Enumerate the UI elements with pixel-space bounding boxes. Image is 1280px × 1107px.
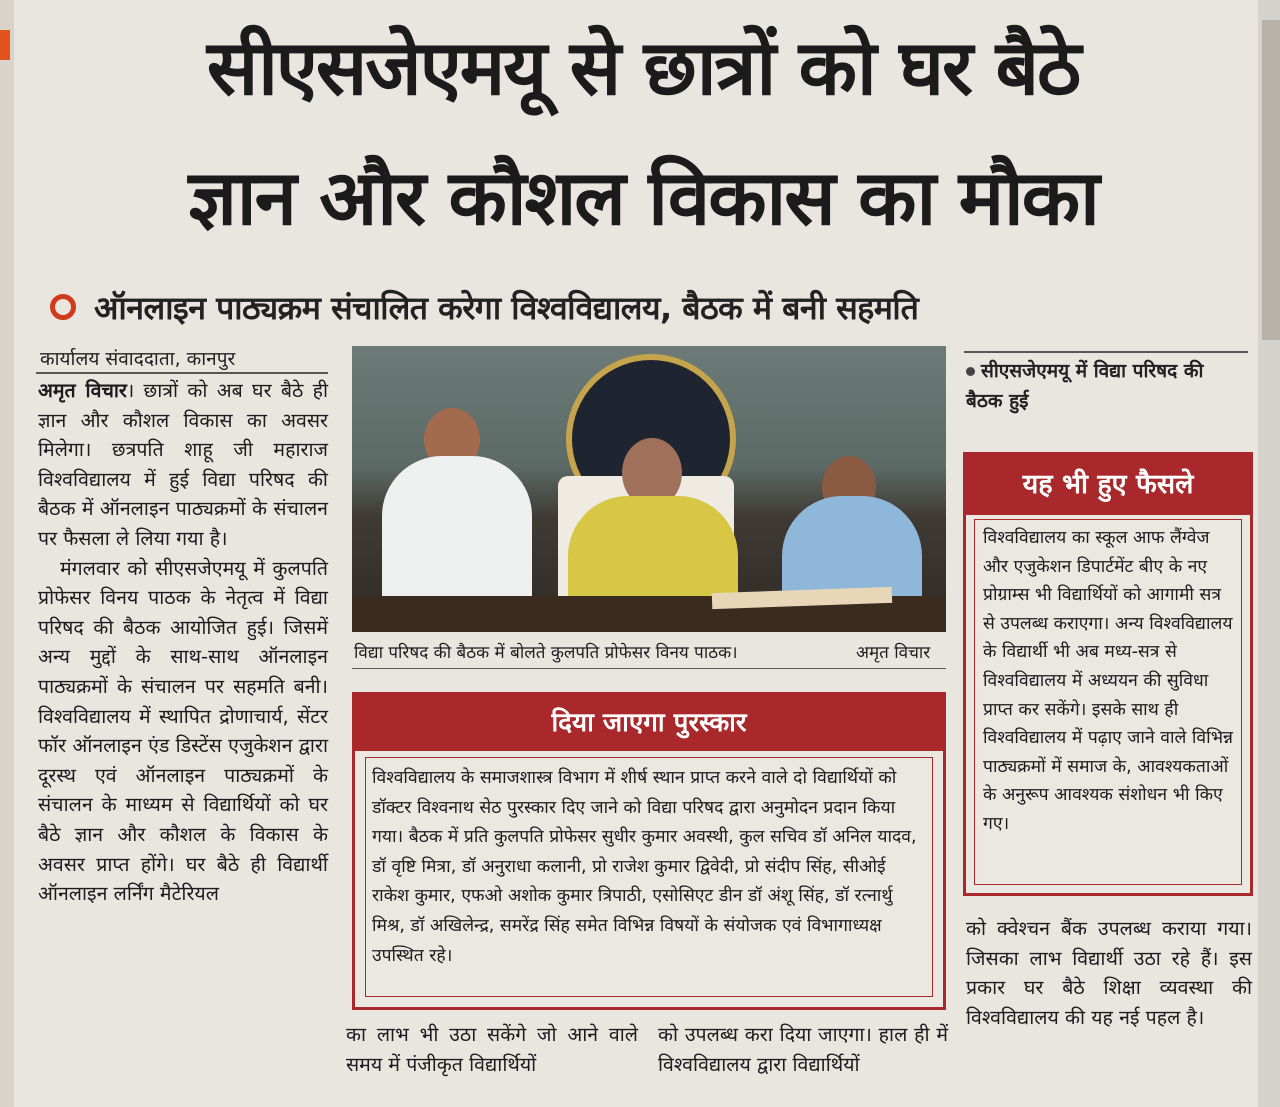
paragraph-1-text: । छात्रों को अब घर बैठे ही ज्ञान और कौशल विकास का अवसर मिलेगा। छत्रपति शाहू जी महाराज विश्वविद्यालय में हुई विद्या परिषद की बैठक में ऑनलाइन पाठ्यक्रमों के संचालन पर फैसला ले लिया गया है। [38,379,329,550]
subheadline-text: ऑनलाइन पाठ्यक्रम संचालित करेगा विश्वविद्यालय, बैठक में बनी सहमति [94,288,919,327]
article-column-1 [38,376,328,909]
article-column-2-bottom: का लाभ भी उठा सकेंगे जो आने वाले समय में पंजीकृत विद्यार्थियों [346,1023,638,1076]
byline-rule [36,372,328,374]
adjacent-photo-strip [1262,20,1280,340]
pull-quote-rule [964,351,1248,353]
ring-bullet-icon [50,294,76,320]
decisions-box-title: यह भी हुए फैसले [966,455,1250,515]
edge-marker [0,30,10,60]
left-page-edge [0,0,14,1107]
caption-rule [352,668,946,669]
headline-line-2: ज्ञान और कौशल विकास का मौका [188,153,1098,242]
meeting-photo [352,346,946,632]
award-box [352,692,946,1010]
article-column-4-bottom: को क्वेश्चन बैंक उपलब्ध कराया गया। जिसका लाभ विद्यार्थी उठा रहे हैं। इस प्रकार घर बैठे शिक्षा व्यवस्था की विश्वविद्यालय की यह नई पहल है। [966,917,1252,1029]
paragraph-1 [38,376,328,554]
decisions-box-body: विश्वविद्यालय का स्कूल आफ लैंग्वेज और एजुकेशन डिपार्टमेंट बीए के नए प्रोग्राम्स भी विद्यार्थियों को आगामी सत्र से उपलब्ध कराएगा। अन्य विश्वविद्यालय के विद्यार्थी भी अब मध्य-सत्र से विश्वविद्यालय में अध्ययन की सुविधा प्राप्त कर सकेंगे। इसके साथ ही विश्वविद्यालय में पढ़ाए जाने वाले विभिन्न पाठ्यक्रमों में समाज के, आवश्यकताओं के अनुरूप आवश्यक संशोधन भी किए गए। [974,519,1242,885]
pull-quote [966,356,1246,416]
bullet-icon [966,367,975,376]
pull-quote-text: सीएसजेएमयू में विद्या परिषद की बैठक हुई [966,360,1204,412]
photo-credit: अमृत विचार [856,643,931,663]
article-column-3-bottom: को उपलब्ध करा दिया जाएगा। हाल ही में विश्वविद्यालय द्वारा विद्यार्थियों [658,1023,948,1076]
decisions-box [963,452,1253,896]
dateline: अमृत विचार [38,379,127,402]
person-left [382,456,532,616]
paragraph-2: मंगलवार को सीएसजेएमयू में कुलपति प्रोफेसर विनय पाठक के नेतृत्व में विद्या परिषद की बैठक आयोजित हुई। जिसमें अन्य मुद्दों के साथ-साथ ऑनलाइन पाठ्यक्रमों के संचालन पर सहमति बनी। विश्वविद्यालय में स्थापित द्रोणाचार्य, सेंटर फॉर ऑनलाइन एंड डिस्टेंस एजुकेशन द्वारा दूरस्थ एवं ऑनलाइन पाठ्यक्रमों के संचालन के माध्यम से विद्यार्थियों को घर बैठे ज्ञान और कौशल के विकास के अवसर प्राप्त होंगे। घर बैठे ही विद्यार्थी ऑनलाइन लर्निंग मैटेरियल [38,556,328,906]
headline-line-1: सीएसजेएमयू से छात्रों को घर बैठे [206,23,1080,112]
right-page-edge [1258,0,1280,1107]
award-box-title: दिया जाएगा पुरस्कार [355,695,943,751]
byline: कार्यालय संवाददाता, कानपुर [40,348,236,370]
photo-caption: विद्या परिषद की बैठक में बोलते कुलपति प्रोफेसर विनय पाठक। [354,643,738,663]
award-box-body: विश्वविद्यालय के समाजशास्त्र विभाग में शीर्ष स्थान प्राप्त करने वाले दो विद्यार्थियों को डॉक्टर विश्वनाथ सेठ पुरस्कार दिए जाने को विद्या परिषद द्वारा अनुमोदन प्रदान किया गया। बैठक में प्रति कुलपति प्रोफेसर सुधीर कुमार अवस्थी, कुल सचिव डॉ अनिल यादव, डॉ वृष्टि मित्रा, डॉ अनुराधा कलानी, प्रो राजेश कुमार द्विवेदी, प्रो संदीप सिंह, सीओई राकेश कुमार, एफओ अशोक कुमार त्रिपाठी, एसोसिएट डीन डॉ अंशू सिंह, डॉ रत्नार्थु मिश्र, डॉ अखिलेन्द्र, समरेंद्र सिंह समेत विभिन्न विषयों के संयोजक एवं विभागाध्यक्ष उपस्थित रहे। [365,757,933,997]
subheadline [50,282,1250,332]
